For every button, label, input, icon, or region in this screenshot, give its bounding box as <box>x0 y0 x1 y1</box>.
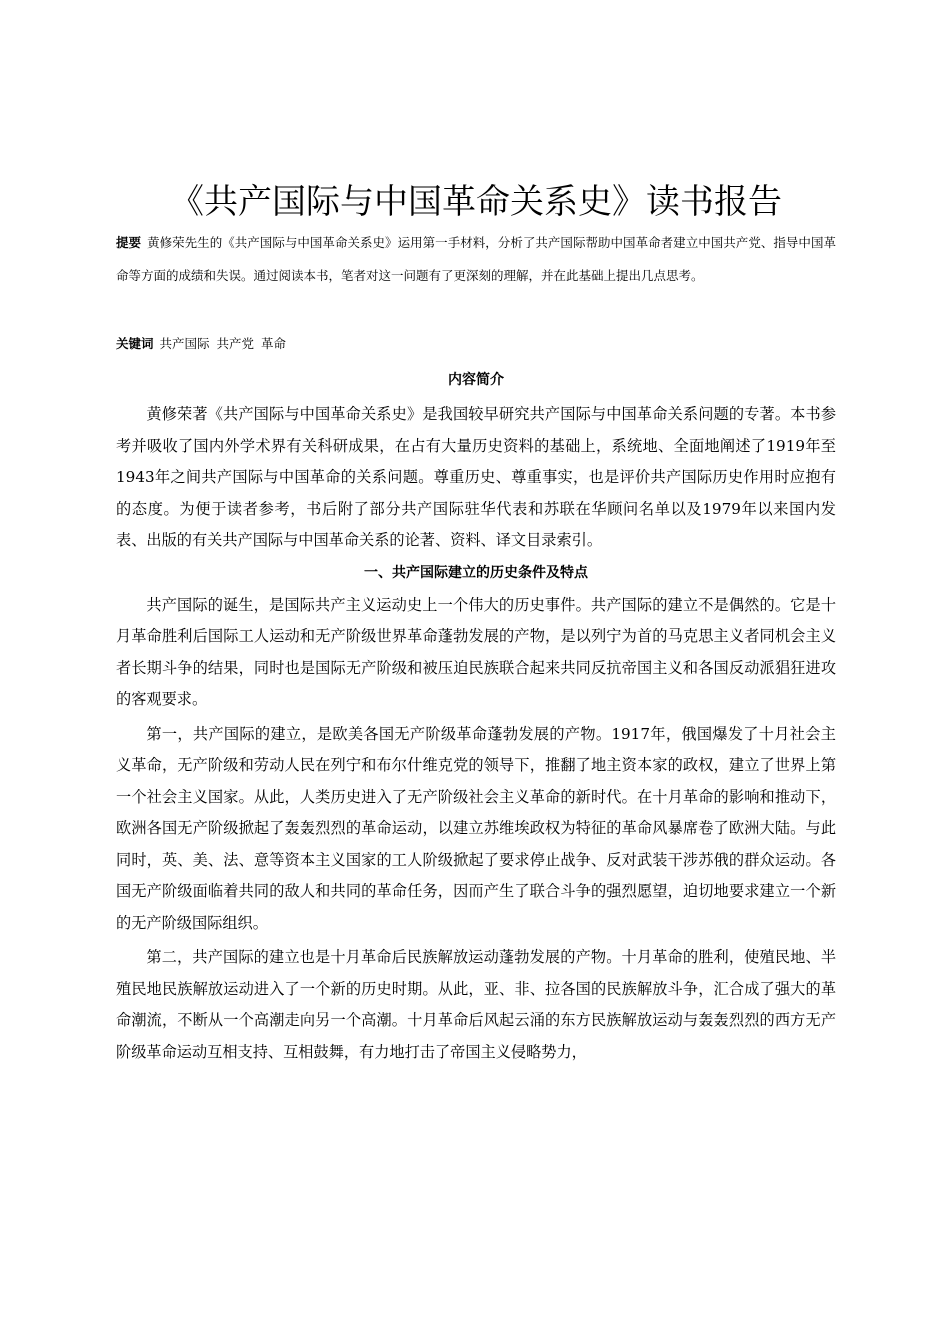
paragraph: 黄修荣著《共产国际与中国革命关系史》是我国较早研究共产国际与中国革命关系问题的专著。本书参考并吸收了国内外学术界有关科研成果，在占有大量历史资料的基础上，系统地、全面地阐述了1919年至1943年之间共产国际与中国革命的关系问题。尊重历史、尊重事实，也是评价共产国际历史作用时应抱有的态度。为便于读者参考，书后附了部分共产国际驻华代表和苏联在华顾问名单以及1979年以来国内发表、出版的有关共产国际与中国革命关系的论著、资料、译文目录索引。 <box>116 405 836 549</box>
abstract-text: 黄修荣先生的《共产国际与中国革命关系史》运用第一手材料，分析了共产国际帮助中国革命者建立中国共产党、指导中国革命等方面的成绩和失误。通过阅读本书，笔者对这一问题有了更深刻的理解，并在此基础上提出几点思考。 <box>116 235 836 283</box>
document-title: 《共产国际与中国革命关系史》读书报告 <box>170 182 782 222</box>
keywords-label: 关键词 <box>116 336 154 351</box>
paragraph: 共产国际的诞生，是国际共产主义运动史上一个伟大的历史事件。共产国际的建立不是偶然的。它是十月革命胜利后国际工人运动和无产阶级世界革命蓬勃发展的产物，是以列宁为首的马克思主义者同机会主义者长期斗争的结果，同时也是国际无产阶级和被压迫民族联合起来共同反抗帝国主义和各国反动派猖狂进攻的客观要求。 <box>116 595 836 708</box>
keyword: 共产党 <box>216 336 255 351</box>
keyword: 共产国际 <box>159 336 210 351</box>
abstract-label: 提要 <box>116 235 142 250</box>
abstract <box>116 226 836 292</box>
paragraph: 第一，共产国际的建立，是欧美各国无产阶级革命蓬勃发展的产物。1917年，俄国爆发了十月社会主义革命，无产阶级和劳动人民在列宁和布尔什维克党的领导下，推翻了地主资本家的政权，建立了世界上第一个社会主义国家。从此，人类历史进入了无产阶级社会主义革命的新时代。在十月革命的影响和推动下，欧洲各国无产阶级掀起了轰轰烈烈的革命运动，以建立苏维埃政权为特征的革命风暴席卷了欧洲大陆。与此同时，英、美、法、意等资本主义国家的工人阶级掀起了要求停止战争、反对武装干涉苏俄的群众运动。各国无产阶级面临着共同的敌人和共同的革命任务，因而产生了联合斗争的强烈愿望，迫切地要求建立一个新的无产阶级国际组织。 <box>116 724 836 932</box>
section-heading-comintern-founding: 一、共产国际建立的历史条件及特点 <box>364 564 588 581</box>
keyword: 革命 <box>261 336 287 351</box>
section-heading-summary: 内容简介 <box>448 372 504 388</box>
keywords <box>116 330 836 358</box>
paragraph: 第二，共产国际的建立也是十月革命后民族解放运动蓬勃发展的产物。十月革命的胜利，使殖民地、半殖民地民族解放运动进入了一个新的历史时期。从此，亚、非、拉各国的民族解放斗争，汇合成了强大的革命潮流，不断从一个高潮走向另一个高潮。十月革命后风起云涌的东方民族解放运动与轰轰烈烈的西方无产阶级革命运动互相支持、互相鼓舞，有力地打击了帝国主义侵略势力， <box>116 948 836 1061</box>
document-body <box>116 366 836 1068</box>
